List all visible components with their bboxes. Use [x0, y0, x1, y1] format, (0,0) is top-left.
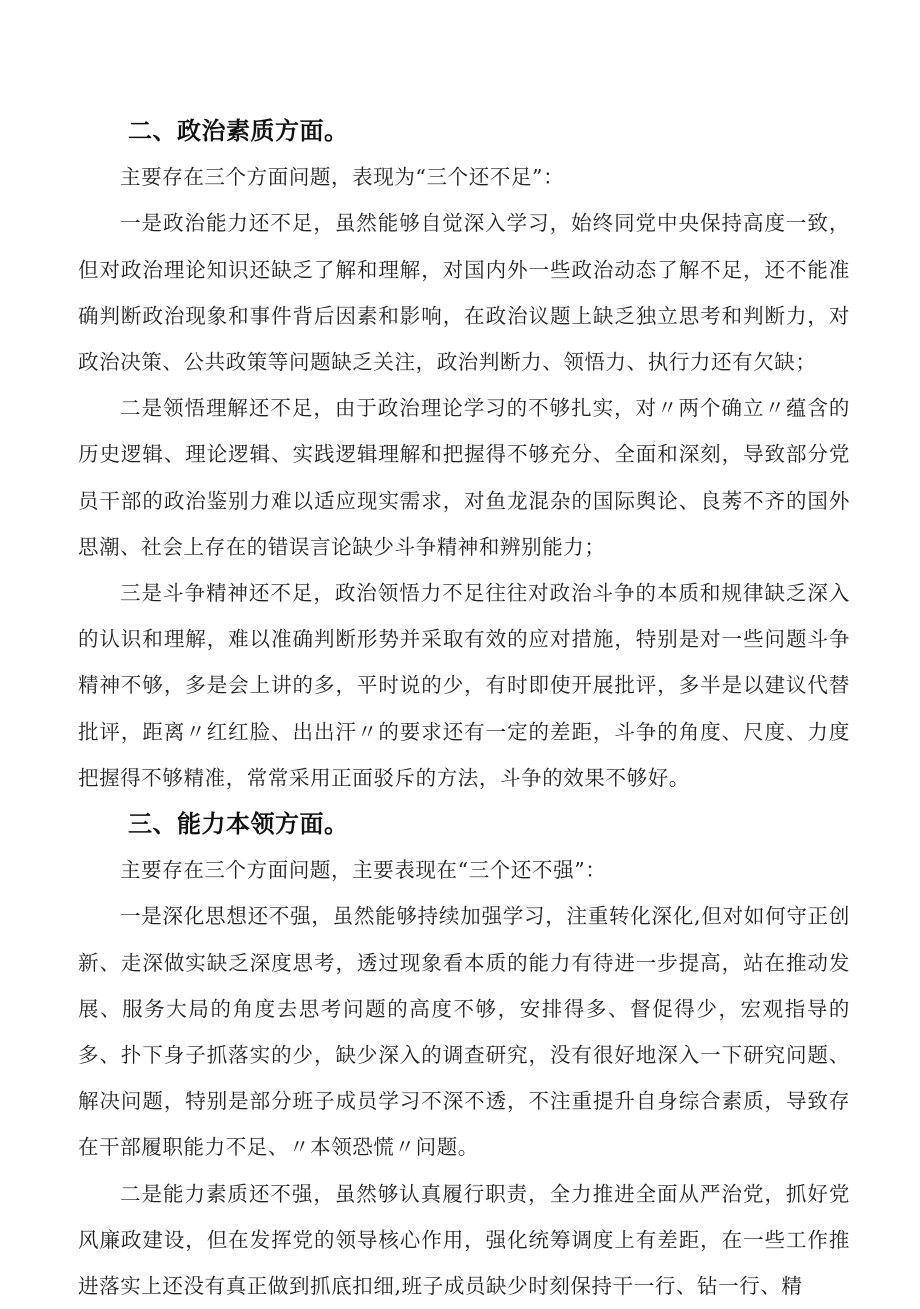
- section-heading-ability: 三、能力本领方面。: [128, 810, 349, 839]
- paragraph-political-2: 二是领悟理解还不足，由于政治理论学习的不够扎实，对〃两个确立〃蕴含的历史逻辑、理论逻辑、实践逻辑理解和把握得不够充分、全面和深刻，导致部分党员干部的政治鉴别力难以适应现实需求，对鱼龙混杂的国际舆论、良莠不齐的国外思潮、社会上存在的错误言论缺少斗争精神和辨别能力；: [78, 396, 850, 559]
- document-body: [78, 108, 850, 1309]
- section-intro-political: 主要存在三个方面问题，表现为“三个还不足”：: [120, 165, 565, 190]
- section-intro-ability: 主要存在三个方面问题，主要表现在“三个还不强”：: [120, 858, 607, 883]
- paragraph-political-3: 三是斗争精神还不足，政治领悟力不足往往对政治斗争的本质和规律缺乏深入的认识和理解，难以准确判断形势并采取有效的应对措施，特别是对一些问题斗争精神不够，多是会上讲的多，平时说的少，有时即使开展批评，多半是以建议代替批评，距离〃红红脸、出出汗〃的要求还有一定的差距，斗争的角度、尺度、力度把握得不够精准，常常采用正面驳斥的方法，斗争的效果不够好。: [78, 581, 850, 790]
- section-heading-political: 二、政治素质方面。: [128, 117, 349, 145]
- paragraph-ability-2: 二是能力素质还不强，虽然够认真履行职责，全力推进全面从严治党，抓好党风廉政建设，但在发挥党的领导核心作用，强化统筹调度上有差距，在一些工作推进落实上还没有真正做到抓底扣细,班子成员缺少时刻保持干一行、钻一行、精: [78, 1181, 850, 1299]
- paragraph-ability-1: 一是深化思想还不强，虽然能够持续加强学习，注重转化深化,但对如何守正创新、走深做实缺乏深度思考，透过现象看本质的能力有待进一步提高，站在推动发展、服务大局的角度去思考问题的高度不够，安排得多、督促得少，宏观指导的多、扑下身子抓落实的少，缺少深入的调查研究，没有很好地深入一下研究问题、解决问题，特别是部分班子成员学习不深不透，不注重提升自身综合素质，导致存在干部履职能力不足、〃本领恐慌〃问题。: [78, 904, 850, 1160]
- paragraph-political-1: 一是政治能力还不足，虽然能够自觉深入学习，始终同党中央保持高度一致，但对政治理论知识还缺乏了解和理解，对国内外一些政治动态了解不足，还不能准确判断政治现象和事件背后因素和影响，在政治议题上缺乏独立思考和判断力，对政治决策、公共政策等问题缺乏关注，政治判断力、领悟力、执行力还有欠缺；: [78, 211, 850, 375]
